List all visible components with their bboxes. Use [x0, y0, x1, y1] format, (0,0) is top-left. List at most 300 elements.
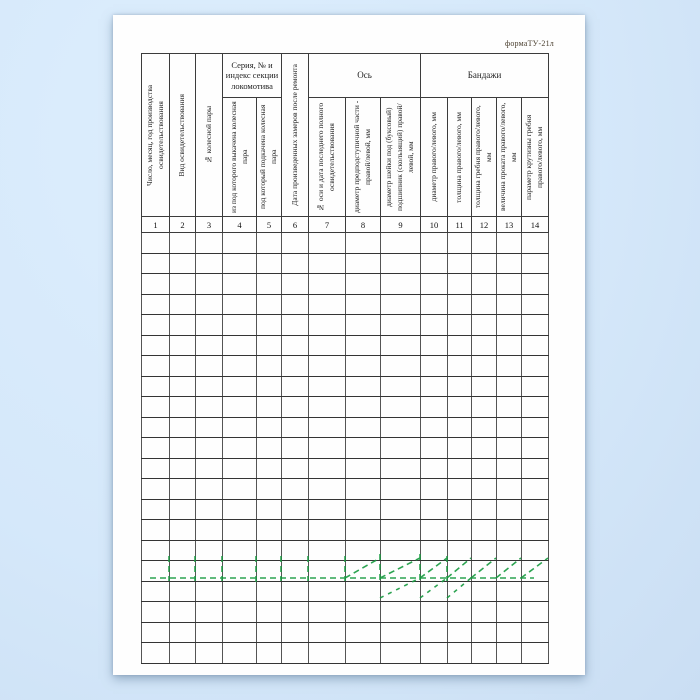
body-cell-diagonal — [381, 622, 421, 643]
body-cell — [257, 479, 282, 500]
column-number: 14 — [522, 217, 549, 233]
column-number: 4 — [223, 217, 257, 233]
body-row — [142, 622, 549, 643]
body-cell — [196, 602, 223, 623]
body-cell-diagonal — [497, 499, 522, 520]
body-cell-diagonal — [497, 356, 522, 377]
column-header-14 — [522, 98, 549, 217]
body-cell — [170, 643, 196, 664]
body-cell-diagonal — [522, 540, 549, 561]
body-cell-diagonal — [522, 643, 549, 664]
body-cell-diagonal — [497, 622, 522, 643]
body-cell — [309, 499, 346, 520]
body-cell-diagonal — [448, 315, 472, 336]
column-number: 3 — [196, 217, 223, 233]
body-cell — [170, 335, 196, 356]
body-row — [142, 253, 549, 274]
body-cell-diagonal — [421, 335, 448, 356]
body-cell-diagonal — [448, 294, 472, 315]
body-cell-diagonal — [448, 499, 472, 520]
body-cell — [282, 561, 309, 582]
body-cell — [309, 315, 346, 336]
body-row — [142, 602, 549, 623]
body-cell — [223, 253, 257, 274]
body-cell — [196, 643, 223, 664]
column-header-4 — [223, 98, 257, 217]
body-row — [142, 581, 549, 602]
body-cell-diagonal — [497, 438, 522, 459]
body-cell — [282, 417, 309, 438]
body-cell — [170, 602, 196, 623]
group-header-tires: Бандажи — [421, 54, 549, 98]
column-header-5-label: под который подкачена колесная пара — [258, 104, 278, 210]
body-cell-diagonal — [522, 417, 549, 438]
body-cell-diagonal — [448, 417, 472, 438]
column-number-row — [142, 217, 549, 233]
body-cell — [196, 499, 223, 520]
body-cell — [257, 540, 282, 561]
body-cell — [142, 622, 170, 643]
body-cell — [282, 294, 309, 315]
body-cell-diagonal — [472, 561, 497, 582]
body-cell — [196, 315, 223, 336]
body-cell-diagonal — [421, 479, 448, 500]
body-cell-diagonal — [497, 294, 522, 315]
body-cell — [257, 356, 282, 377]
body-cell — [309, 540, 346, 561]
wheelset-inspection-table — [141, 53, 549, 664]
column-number: 1 — [142, 217, 170, 233]
form-number-label: формаТУ-21л — [504, 39, 554, 48]
column-header-3-label: № колесной пары — [203, 105, 213, 165]
body-cell — [142, 438, 170, 459]
body-cell-diagonal — [522, 438, 549, 459]
body-cell-diagonal — [346, 458, 381, 479]
column-header-8 — [346, 98, 381, 217]
body-cell — [257, 499, 282, 520]
body-cell-diagonal — [346, 356, 381, 377]
body-row — [142, 335, 549, 356]
body-cell — [309, 253, 346, 274]
body-cell — [170, 581, 196, 602]
body-cell — [196, 561, 223, 582]
body-cell-diagonal — [421, 643, 448, 664]
column-header-12-label: толщина гребня правого/левого, мм — [473, 105, 494, 209]
body-cell-diagonal — [346, 561, 381, 582]
column-header-13 — [497, 98, 522, 217]
body-cell-diagonal — [522, 315, 549, 336]
body-cell — [309, 376, 346, 397]
body-cell — [257, 581, 282, 602]
body-cell — [142, 294, 170, 315]
body-cell-diagonal — [472, 581, 497, 602]
body-cell-diagonal — [497, 274, 522, 295]
body-cell — [142, 397, 170, 418]
body-cell — [170, 622, 196, 643]
body-cell — [196, 520, 223, 541]
body-cell — [142, 417, 170, 438]
body-cell-diagonal — [472, 294, 497, 315]
body-cell-diagonal — [448, 622, 472, 643]
body-cell-diagonal — [448, 356, 472, 377]
body-cell-diagonal — [346, 417, 381, 438]
body-cell — [257, 458, 282, 479]
column-header-3 — [196, 54, 223, 217]
body-cell-diagonal — [472, 233, 497, 254]
body-cell-diagonal — [346, 274, 381, 295]
body-cell — [223, 520, 257, 541]
body-cell-diagonal — [421, 622, 448, 643]
body-cell — [309, 294, 346, 315]
column-header-7-label: № оси и дата последнего полного освидетельствования — [316, 102, 336, 212]
body-cell — [170, 561, 196, 582]
body-cell — [282, 540, 309, 561]
body-cell — [282, 622, 309, 643]
body-cell — [257, 397, 282, 418]
body-cell — [196, 581, 223, 602]
body-cell-diagonal — [346, 253, 381, 274]
body-cell — [223, 479, 257, 500]
body-cell-diagonal — [472, 274, 497, 295]
body-row — [142, 561, 549, 582]
body-cell — [257, 417, 282, 438]
body-cell — [223, 622, 257, 643]
body-cell — [170, 417, 196, 438]
body-cell — [142, 643, 170, 664]
body-cell — [170, 520, 196, 541]
body-cell — [257, 520, 282, 541]
body-cell — [196, 274, 223, 295]
column-header-9 — [381, 98, 421, 217]
body-cell — [223, 602, 257, 623]
body-cell — [282, 335, 309, 356]
body-row — [142, 438, 549, 459]
body-cell-diagonal — [346, 335, 381, 356]
body-cell — [196, 233, 223, 254]
body-cell — [257, 294, 282, 315]
body-cell-diagonal — [472, 417, 497, 438]
group-header-series: Серия, № и индекс секции локомотива — [223, 54, 282, 98]
body-cell-diagonal — [522, 458, 549, 479]
body-cell — [170, 397, 196, 418]
body-cell-diagonal — [421, 499, 448, 520]
body-cell-diagonal — [497, 417, 522, 438]
body-cell — [309, 458, 346, 479]
body-cell — [142, 458, 170, 479]
body-row — [142, 458, 549, 479]
body-cell-diagonal — [381, 233, 421, 254]
body-cell — [170, 499, 196, 520]
body-cell-diagonal — [472, 356, 497, 377]
body-cell — [282, 356, 309, 377]
column-header-1-label: Число, месяц, год производства освидетельствования — [144, 84, 165, 186]
body-cell — [196, 356, 223, 377]
body-cell — [257, 602, 282, 623]
body-cell — [309, 274, 346, 295]
body-cell-diagonal — [448, 376, 472, 397]
body-cell — [282, 520, 309, 541]
column-header-9-label: диаметр шейки под (буксовый) подшипник (скользящий) правой/левой, мм — [384, 103, 415, 211]
body-cell — [309, 622, 346, 643]
body-cell-diagonal — [497, 458, 522, 479]
body-cell-diagonal — [448, 335, 472, 356]
body-cell — [196, 376, 223, 397]
column-header-8-label: диаметр предподступичной части - правой/левой, мм — [352, 100, 372, 214]
column-number: 6 — [282, 217, 309, 233]
body-cell-diagonal — [497, 253, 522, 274]
body-row — [142, 376, 549, 397]
body-cell-diagonal — [421, 520, 448, 541]
body-cell — [309, 233, 346, 254]
body-cell — [196, 438, 223, 459]
body-cell-diagonal — [421, 294, 448, 315]
body-cell-diagonal — [522, 561, 549, 582]
body-cell — [309, 520, 346, 541]
body-cell-diagonal — [381, 438, 421, 459]
body-cell-diagonal — [472, 315, 497, 336]
body-row — [142, 274, 549, 295]
body-cell-diagonal — [497, 540, 522, 561]
body-cell — [170, 356, 196, 377]
body-cell-diagonal — [472, 520, 497, 541]
column-header-10-label: диаметр правого/левого, мм — [428, 112, 438, 202]
body-cell — [282, 643, 309, 664]
column-number: 9 — [381, 217, 421, 233]
body-cell — [309, 335, 346, 356]
body-cell — [196, 417, 223, 438]
body-row — [142, 417, 549, 438]
body-cell — [257, 438, 282, 459]
body-cell — [223, 274, 257, 295]
body-cell — [309, 417, 346, 438]
column-header-10 — [421, 98, 448, 217]
body-cell-diagonal — [381, 253, 421, 274]
body-cell — [170, 540, 196, 561]
body-cell-diagonal — [346, 397, 381, 418]
body-cell — [223, 356, 257, 377]
body-cell-diagonal — [472, 335, 497, 356]
body-cell — [142, 315, 170, 336]
body-cell — [223, 643, 257, 664]
body-cell-diagonal — [421, 540, 448, 561]
body-cell-diagonal — [472, 479, 497, 500]
column-header-7 — [309, 98, 346, 217]
body-cell — [142, 356, 170, 377]
body-cell-diagonal — [421, 233, 448, 254]
body-cell-diagonal — [346, 520, 381, 541]
body-cell-diagonal — [346, 479, 381, 500]
body-cell-diagonal — [381, 274, 421, 295]
body-cell-diagonal — [421, 376, 448, 397]
table-header — [142, 54, 549, 233]
body-cell-diagonal — [381, 602, 421, 623]
body-cell-diagonal — [346, 540, 381, 561]
body-cell-diagonal — [522, 602, 549, 623]
body-cell — [309, 356, 346, 377]
body-cell-diagonal — [346, 581, 381, 602]
body-cell — [142, 540, 170, 561]
body-cell-diagonal — [472, 622, 497, 643]
body-cell — [309, 581, 346, 602]
body-cell-diagonal — [522, 479, 549, 500]
body-cell-diagonal — [381, 520, 421, 541]
body-cell-diagonal — [448, 479, 472, 500]
body-cell-diagonal — [497, 581, 522, 602]
body-cell — [170, 294, 196, 315]
body-cell-diagonal — [472, 376, 497, 397]
body-cell-diagonal — [448, 274, 472, 295]
body-cell — [223, 581, 257, 602]
body-cell — [257, 335, 282, 356]
body-cell — [170, 458, 196, 479]
body-row — [142, 499, 549, 520]
body-cell — [142, 602, 170, 623]
body-row — [142, 294, 549, 315]
body-cell — [223, 335, 257, 356]
body-cell-diagonal — [421, 417, 448, 438]
table-body — [142, 233, 549, 664]
body-cell — [309, 643, 346, 664]
body-cell-diagonal — [472, 438, 497, 459]
body-cell — [196, 540, 223, 561]
body-cell — [282, 397, 309, 418]
body-cell-diagonal — [522, 233, 549, 254]
body-cell — [282, 274, 309, 295]
body-cell-diagonal — [522, 356, 549, 377]
body-cell — [223, 540, 257, 561]
column-header-6 — [282, 54, 309, 217]
body-cell-diagonal — [381, 315, 421, 336]
body-cell-diagonal — [472, 602, 497, 623]
body-cell — [309, 479, 346, 500]
body-cell — [142, 253, 170, 274]
body-cell — [142, 581, 170, 602]
body-cell-diagonal — [472, 397, 497, 418]
body-cell — [257, 253, 282, 274]
body-cell — [170, 274, 196, 295]
body-cell — [257, 315, 282, 336]
body-cell-diagonal — [522, 253, 549, 274]
body-cell-diagonal — [472, 499, 497, 520]
body-cell-diagonal — [522, 376, 549, 397]
body-cell-diagonal — [472, 253, 497, 274]
body-row — [142, 233, 549, 254]
body-cell — [282, 581, 309, 602]
body-cell-diagonal — [497, 376, 522, 397]
body-cell-diagonal — [448, 643, 472, 664]
body-cell-diagonal — [497, 520, 522, 541]
body-cell-diagonal — [497, 397, 522, 418]
body-cell-diagonal — [472, 458, 497, 479]
column-number: 10 — [421, 217, 448, 233]
body-cell-diagonal — [421, 356, 448, 377]
body-cell-diagonal — [448, 581, 472, 602]
body-cell-diagonal — [381, 540, 421, 561]
body-cell-diagonal — [381, 376, 421, 397]
body-cell-diagonal — [346, 438, 381, 459]
body-cell-diagonal — [381, 294, 421, 315]
body-cell — [170, 376, 196, 397]
body-cell-diagonal — [421, 315, 448, 336]
body-cell — [142, 520, 170, 541]
body-cell — [282, 376, 309, 397]
body-cell-diagonal — [497, 643, 522, 664]
body-cell — [257, 622, 282, 643]
body-cell-diagonal — [448, 602, 472, 623]
body-cell — [170, 315, 196, 336]
body-cell-diagonal — [522, 335, 549, 356]
body-cell — [223, 417, 257, 438]
body-cell — [282, 458, 309, 479]
column-header-13-label: величина проката правого/левого, мм — [498, 102, 519, 212]
body-cell-diagonal — [421, 253, 448, 274]
body-cell — [142, 274, 170, 295]
body-cell — [170, 479, 196, 500]
body-cell-diagonal — [497, 315, 522, 336]
column-number: 11 — [448, 217, 472, 233]
body-cell — [223, 233, 257, 254]
body-cell-diagonal — [381, 499, 421, 520]
body-cell-diagonal — [421, 561, 448, 582]
body-cell — [142, 335, 170, 356]
column-number: 2 — [170, 217, 196, 233]
body-cell-diagonal — [381, 458, 421, 479]
body-row — [142, 643, 549, 664]
body-cell-diagonal — [522, 274, 549, 295]
body-cell — [196, 294, 223, 315]
body-cell — [142, 233, 170, 254]
body-cell-diagonal — [497, 561, 522, 582]
body-cell-diagonal — [346, 315, 381, 336]
column-header-6-label: Дата произведенных замеров после ремонта — [289, 64, 299, 206]
body-cell — [309, 397, 346, 418]
body-row — [142, 356, 549, 377]
body-row — [142, 479, 549, 500]
body-cell-diagonal — [381, 397, 421, 418]
body-cell-diagonal — [421, 602, 448, 623]
column-header-5 — [257, 98, 282, 217]
body-cell-diagonal — [448, 233, 472, 254]
body-cell — [223, 397, 257, 418]
body-cell-diagonal — [497, 335, 522, 356]
body-cell — [282, 438, 309, 459]
body-cell — [282, 602, 309, 623]
column-header-12 — [472, 98, 497, 217]
body-cell-diagonal — [522, 581, 549, 602]
body-cell-diagonal — [472, 540, 497, 561]
body-cell-diagonal — [346, 294, 381, 315]
body-cell — [282, 479, 309, 500]
body-cell — [196, 335, 223, 356]
body-row — [142, 397, 549, 418]
body-cell — [257, 561, 282, 582]
body-cell — [282, 233, 309, 254]
body-cell — [282, 499, 309, 520]
body-cell-diagonal — [448, 438, 472, 459]
body-cell-diagonal — [421, 274, 448, 295]
body-cell-diagonal — [421, 458, 448, 479]
body-cell — [309, 602, 346, 623]
group-header-axle: Ось — [309, 54, 421, 98]
body-cell — [223, 438, 257, 459]
body-cell — [196, 397, 223, 418]
body-cell — [196, 253, 223, 274]
body-cell-diagonal — [346, 499, 381, 520]
body-cell-diagonal — [381, 581, 421, 602]
body-cell — [223, 376, 257, 397]
body-cell-diagonal — [448, 540, 472, 561]
body-cell-diagonal — [381, 335, 421, 356]
